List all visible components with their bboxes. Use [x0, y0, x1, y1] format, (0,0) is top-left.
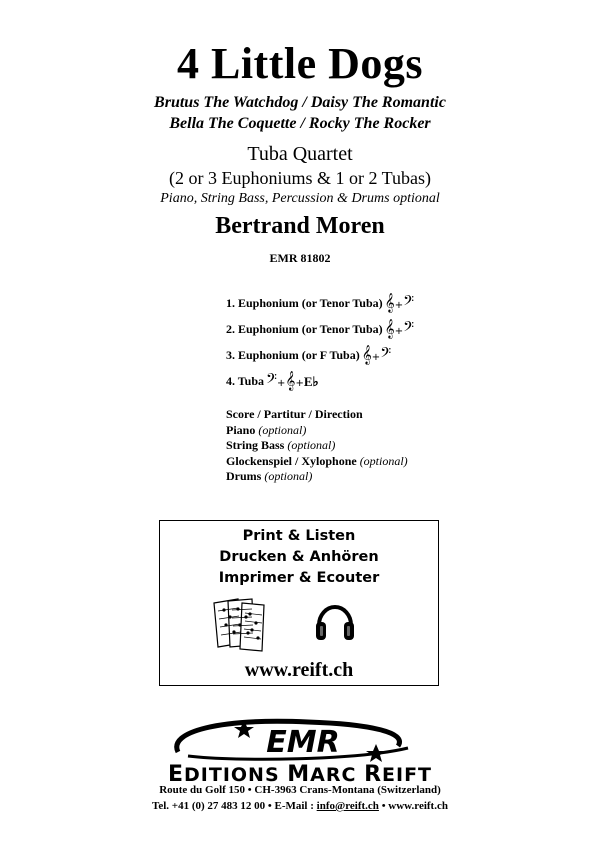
- part-label: 2. Euphonium (or Tenor Tuba): [226, 321, 383, 336]
- website-link[interactable]: www.reift.ch: [244, 659, 354, 681]
- part-item: [226, 342, 414, 368]
- treble-clef-icon: 𝄞: [384, 319, 395, 339]
- bass-clef-icon: 𝄢: [380, 345, 392, 365]
- subtitle-line-2: Bella The Coquette / Rocky The Rocker: [169, 115, 431, 132]
- bass-clef-icon: 𝄢: [403, 319, 415, 339]
- print-listen-line-fr: Imprimer & Ecouter: [218, 570, 380, 586]
- material-item: Piano (optional): [226, 422, 307, 437]
- treble-clef-icon: 𝄞: [361, 345, 372, 365]
- print-listen-line-de: Drucken & Anhören: [219, 549, 379, 565]
- part-label: 3. Euphonium (or F Tuba): [226, 347, 360, 362]
- email-link[interactable]: info@reift.ch: [316, 800, 379, 812]
- print-listen-line-en: Print & Listen: [242, 528, 356, 544]
- part-item: [226, 290, 414, 316]
- treble-clef-icon: 𝄞: [384, 293, 395, 313]
- treble-clef-icon: 𝄞: [285, 371, 296, 391]
- instrumentation: Tuba Quartet: [247, 143, 353, 165]
- e-flat-label: E♭: [303, 374, 319, 389]
- instrumentation-detail: (2 or 3 Euphoniums & 1 or 2 Tubas): [168, 168, 431, 188]
- material-item: Drums (optional): [226, 469, 313, 483]
- material-item: String Bass (optional): [226, 438, 336, 452]
- publisher-contact: Tel. +41 (0) 27 483 12 00 • E-Mail : info@reift.ch • www.reift.ch: [152, 800, 448, 812]
- part-label: 1. Euphonium (or Tenor Tuba): [226, 295, 383, 310]
- bass-clef-icon: 𝄢: [403, 293, 415, 313]
- subtitle-line-1: Brutus The Watchdog / Daisy The Romantic: [154, 94, 446, 111]
- headphones-icon: [313, 595, 357, 645]
- logo-text: EMR: [266, 725, 340, 760]
- part-item: [226, 368, 414, 394]
- materials-list: [226, 407, 408, 485]
- part-label: 4. Tuba: [226, 373, 265, 388]
- composer-name: Bertrand Moren: [215, 213, 385, 239]
- plus-sign: +: [394, 326, 404, 337]
- emr-logo: [158, 714, 448, 764]
- material-item: Score / Partitur / Direction: [226, 407, 363, 421]
- parts-list: [226, 290, 414, 394]
- bass-clef-icon: 𝄢: [266, 371, 277, 391]
- publisher-address: Route du Golf 150 • CH-3963 Crans-Montana (Switzerland): [159, 784, 441, 796]
- optional-instruments: Piano, String Bass, Percussion & Drums optional: [160, 191, 440, 206]
- plus-sign: +: [371, 352, 381, 363]
- print-listen-box: [159, 520, 439, 686]
- catalog-number: EMR 81802: [269, 251, 331, 265]
- plus-sign: +: [295, 378, 304, 389]
- publisher-name: EDITIONS MARC REIFT: [167, 762, 433, 787]
- material-item: Glockenspiel / Xylophone (optional): [226, 453, 408, 468]
- page-title: 4 Little Dogs: [176, 39, 424, 88]
- part-item: [226, 316, 414, 342]
- plus-sign: +: [276, 378, 286, 389]
- sheet-music-icon: [210, 595, 270, 653]
- plus-sign: +: [394, 300, 404, 311]
